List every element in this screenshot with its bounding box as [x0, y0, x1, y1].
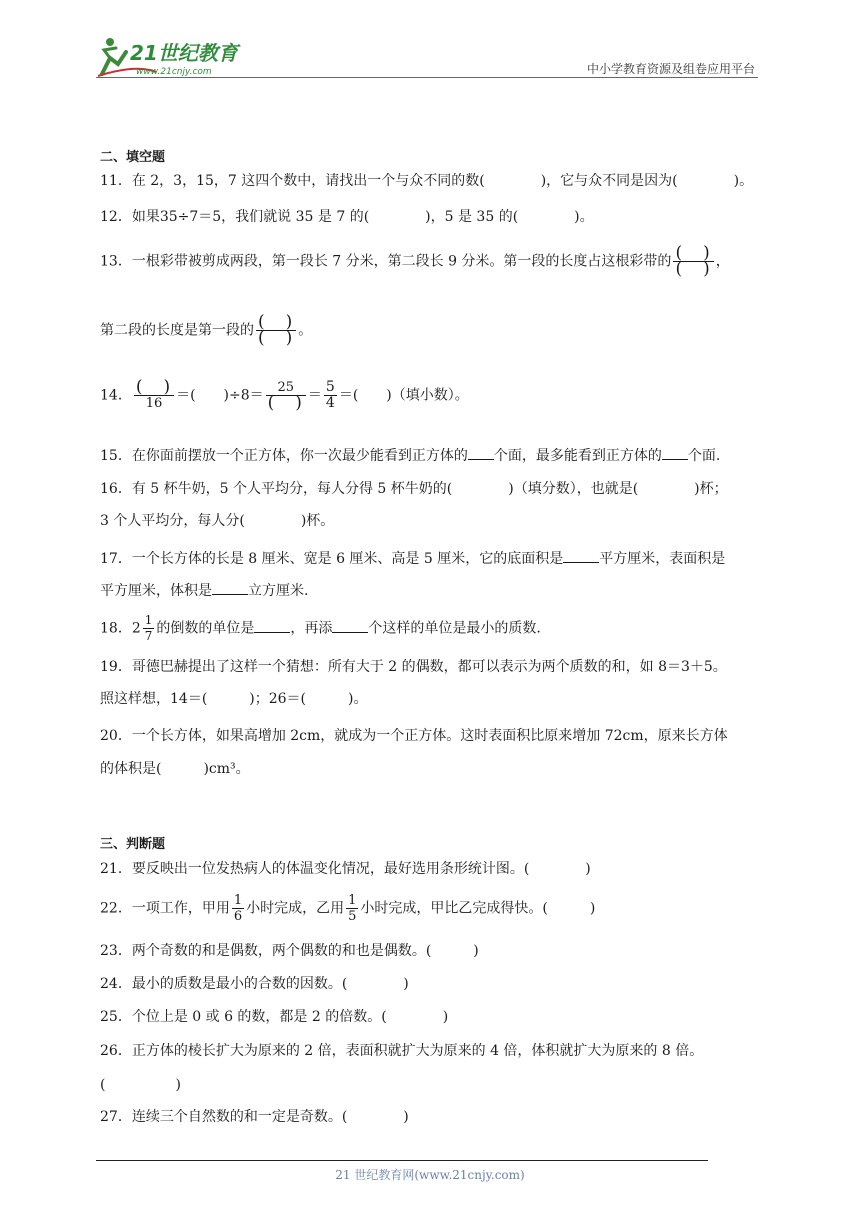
question-20-line-2: 的体积是( )cm³。: [100, 761, 250, 777]
blank: [662, 445, 688, 460]
fraction-25-over-blank: $\frac{25}{( )}$: [267, 380, 304, 413]
logo-title: 21世纪教育: [130, 41, 238, 65]
question-26-line-2: ( ): [100, 1077, 181, 1093]
footer-link[interactable]: 21 世纪教育网(www.21cnjy.com): [335, 1168, 525, 1182]
question-20-line-1: 20．一个长方体，如果高增加 2cm，就成为一个正方体。这时表面积比原来增加 72cm，原来长方体: [100, 728, 728, 744]
question-11: 11．在 2，3，15，7 这四个数中，请找出一个与众不同的数( )，它与众不同是因为( )。: [100, 173, 754, 189]
header-platform-text: 中小学教育资源及组卷应用平台: [586, 62, 755, 76]
question-14: 14． $\frac{( )}{16}$ ＝( )÷8＝ $\frac{25}{( )}$ ＝ $\frac{5}{4}$ ＝( )（填小数）。: [100, 377, 469, 413]
question-16-line-2: 3 个人平均分，每人分( )杯。: [100, 513, 335, 529]
question-15: 15．在你面前摆放一个正方体，你一次最少能看到正方体的 个面，最多能看到正方体的 个面.: [100, 445, 720, 465]
question-26-line-1: 26．正方体的棱长扩大为原来的 2 倍，表面积就扩大为原来的 4 倍，体积就扩大为原来的 8 倍。: [100, 1043, 704, 1059]
blank: [332, 618, 368, 633]
question-25: 25．个位上是 0 或 6 的数，都是 2 的倍数。( ): [100, 1009, 449, 1025]
question-17-line-2: 平方厘米，体积是 立方厘米.: [100, 580, 308, 600]
question-21: 21．要反映出一位发热病人的体温变化情况，最好选用条形统计图。( ): [100, 861, 591, 877]
fraction-5-over-4: $\frac{5}{4}$: [325, 379, 335, 411]
question-13-text: 13．一根彩带被剪成两段，第一段长 7 分米，第二段长 9 分米。第一段的长度占这根彩带的: [100, 253, 672, 270]
fraction-1-6: $\frac{1}{6}$: [233, 893, 243, 924]
question-22: 22．一项工作，甲用 $\frac{1}{6}$ 小时完成，乙用 $\frac{1}{5}$ 小时完成，甲比乙完成得快。( ): [100, 893, 596, 924]
mixed-number-fraction: $\frac{1}{7}$: [144, 613, 153, 643]
question-13-text-2: 第二段的长度是第一段的: [100, 322, 254, 339]
question-17-line-1: 17．一个长方体的长是 8 厘米、宽是 6 厘米、高是 5 厘米，它的底面积是 平方厘米，表面积是: [100, 548, 725, 568]
footer-divider: [96, 1160, 708, 1161]
question-12: 12．如果35÷7＝5，我们就说 35 是 7 的( )，5 是 35 的( )。: [100, 209, 594, 225]
logo-url: www.21cnjy.com: [136, 67, 212, 77]
fraction-1-5: $\frac{1}{5}$: [348, 893, 357, 924]
question-23: 23．两个奇数的和是偶数，两个偶数的和也是偶数。( ): [100, 943, 479, 959]
question-13-line-1: 13．一根彩带被剪成两段，第一段长 7 分米，第二段长 9 分米。第一段的长度占这根彩带的 $\frac{( )}{( )}$ ，: [100, 243, 730, 279]
question-13-line-2: 第二段的长度是第一段的 $\frac{( )}{( )}$ 。: [100, 312, 313, 348]
answer-fraction: $\frac{( )}{( )}$: [258, 312, 295, 348]
brand-logo: [96, 34, 266, 80]
blank: [212, 580, 248, 595]
question-24: 24．最小的质数是最小的合数的因数。( ): [100, 976, 409, 992]
question-27: 27．连续三个自然数的和一定是奇数。( ): [100, 1109, 409, 1125]
blank: [563, 548, 599, 563]
answer-fraction: $\frac{( )}{( )}$: [675, 243, 712, 279]
section-title-true-false: 三、判断题: [100, 837, 166, 852]
question-16-line-1: 16．有 5 杯牛奶，5 个人平均分，每人分得 5 杯牛奶的( )（填分数），也就是( )杯；: [100, 481, 728, 497]
question-19-line-2: 照这样想，14＝( )；26＝( )。: [100, 691, 368, 707]
question-18: 18．2 $\frac{1}{7}$ 的倒数的单位是 ，再添 个这样的单位是最小的质数.: [100, 613, 541, 643]
section-title-fill-in: 二、填空题: [100, 150, 166, 165]
fraction-blank-over-16: $\frac{( )}{16}$: [135, 377, 173, 411]
header-divider: [96, 77, 758, 78]
blank: [468, 445, 494, 460]
question-19-line-1: 19．哥德巴赫提出了这样一个猜想：所有大于 2 的偶数，都可以表示为两个质数的和，如 8＝3＋5。: [100, 659, 727, 675]
blank: [254, 618, 290, 633]
